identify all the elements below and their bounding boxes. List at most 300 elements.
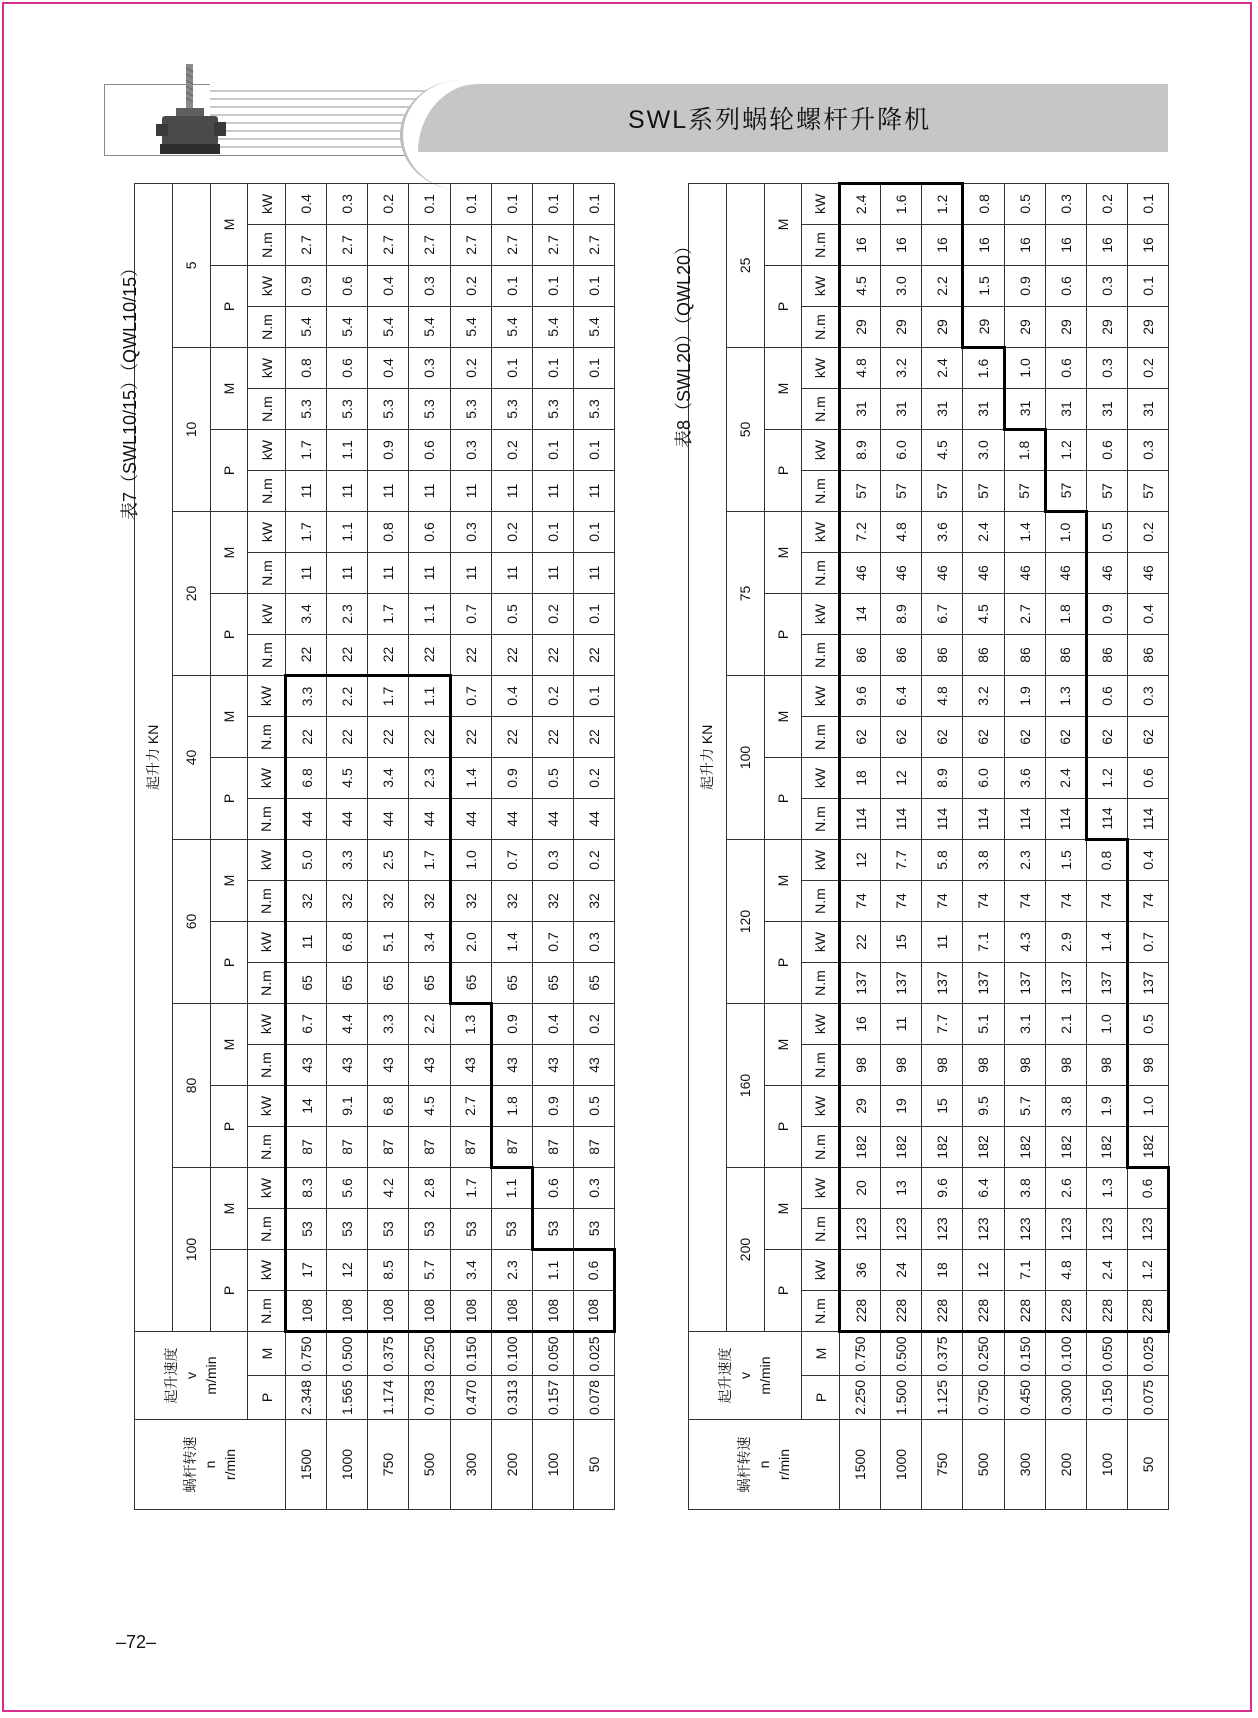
cell-value: 8.5 <box>368 1250 409 1291</box>
cell-value: 22 <box>450 717 491 758</box>
cell-value: 4.5 <box>327 758 368 799</box>
cell-value: 6.8 <box>368 1086 409 1127</box>
cell-value: 43 <box>327 1045 368 1086</box>
unit-header: kW <box>802 922 840 963</box>
pm-header: M <box>210 512 248 594</box>
cell-n: 300 <box>450 1420 491 1510</box>
cell-value: 36 <box>840 1250 881 1291</box>
cell-value: 1.7 <box>368 676 409 717</box>
pm-header: M <box>210 183 248 265</box>
cell-v-p: 0.450 <box>1004 1376 1045 1420</box>
capacity-header: 100 <box>726 676 764 840</box>
unit-header: kW <box>248 922 286 963</box>
unit-header: N.m <box>248 1291 286 1332</box>
cell-value: 182 <box>963 1127 1004 1168</box>
cell-value: 0.1 <box>1127 266 1168 307</box>
cell-value: 62 <box>1127 717 1168 758</box>
col-n-label: 蜗杆转速 n r/min <box>689 1420 840 1510</box>
cell-value: 11 <box>327 471 368 512</box>
cell-value: 2.7 <box>286 225 327 266</box>
cell-value: 16 <box>1004 225 1045 266</box>
unit-header: N.m <box>248 389 286 430</box>
cell-value: 0.2 <box>532 594 573 635</box>
cell-value: 11 <box>286 553 327 594</box>
cell-value: 0.4 <box>1127 840 1168 881</box>
cell-value: 108 <box>532 1291 573 1332</box>
cell-value: 18 <box>840 758 881 799</box>
cell-value: 123 <box>1045 1209 1086 1250</box>
cell-value: 57 <box>1004 471 1045 512</box>
cell-value: 11 <box>532 553 573 594</box>
unit-header: N.m <box>802 225 840 266</box>
cell-value: 0.2 <box>450 348 491 389</box>
cell-value: 74 <box>1004 881 1045 922</box>
cell-value: 0.2 <box>368 183 409 224</box>
cell-value: 2.7 <box>327 225 368 266</box>
cell-value: 62 <box>963 717 1004 758</box>
unit-header: N.m <box>802 799 840 840</box>
cell-value: 0.6 <box>1045 266 1086 307</box>
cell-value: 0.7 <box>532 922 573 963</box>
cell-value: 5.3 <box>491 389 532 430</box>
cell-value: 5.4 <box>491 307 532 348</box>
cell-value: 0.1 <box>573 512 614 553</box>
cell-value: 2.0 <box>450 922 491 963</box>
cell-value: 123 <box>922 1209 963 1250</box>
pm-header: M <box>210 1004 248 1086</box>
cell-value: 32 <box>573 881 614 922</box>
cell-value: 43 <box>532 1045 573 1086</box>
cell-value: 0.8 <box>1086 840 1127 881</box>
cell-value: 7.7 <box>881 840 922 881</box>
cell-n: 300 <box>1004 1420 1045 1510</box>
cell-value: 62 <box>1086 717 1127 758</box>
cell-value: 65 <box>532 963 573 1004</box>
cell-value: 11 <box>573 471 614 512</box>
cell-value: 5.8 <box>922 840 963 881</box>
cell-value: 5.4 <box>573 307 614 348</box>
cell-value: 108 <box>368 1291 409 1332</box>
cell-value: 5.1 <box>368 922 409 963</box>
cell-value: 3.2 <box>881 348 922 389</box>
cell-value: 0.3 <box>1086 266 1127 307</box>
cell-value: 1.4 <box>1004 512 1045 553</box>
cell-value: 74 <box>1086 881 1127 922</box>
cell-value: 29 <box>1086 307 1127 348</box>
cell-value: 16 <box>922 225 963 266</box>
cell-value: 98 <box>963 1045 1004 1086</box>
cell-v-m: 0.375 <box>368 1332 409 1376</box>
cell-value: 87 <box>532 1127 573 1168</box>
cell-value: 22 <box>409 717 450 758</box>
unit-header: N.m <box>248 307 286 348</box>
cell-value: 3.3 <box>286 676 327 717</box>
cell-value: 74 <box>881 881 922 922</box>
v-sub-header: P <box>802 1376 840 1420</box>
unit-header: kW <box>248 430 286 471</box>
cell-value: 1.3 <box>1086 1168 1127 1209</box>
cell-v-m: 0.250 <box>409 1332 450 1376</box>
cell-value: 4.2 <box>368 1168 409 1209</box>
cell-value: 108 <box>450 1291 491 1332</box>
cell-value: 65 <box>409 963 450 1004</box>
cell-value: 43 <box>450 1045 491 1086</box>
cell-value: 31 <box>1045 389 1086 430</box>
cell-value: 0.1 <box>573 266 614 307</box>
cell-value: 0.4 <box>286 183 327 224</box>
cell-value: 1.7 <box>368 594 409 635</box>
table-row <box>491 183 532 1509</box>
cell-value: 0.1 <box>1127 183 1168 224</box>
cell-value: 43 <box>491 1045 532 1086</box>
cell-value: 5.7 <box>1004 1086 1045 1127</box>
cell-value: 22 <box>491 635 532 676</box>
cell-value: 53 <box>368 1209 409 1250</box>
cell-value: 1.0 <box>1086 1004 1127 1045</box>
cell-value: 0.2 <box>573 758 614 799</box>
unit-header: N.m <box>248 1209 286 1250</box>
cell-value: 0.7 <box>491 840 532 881</box>
cell-value: 0.5 <box>1004 183 1045 224</box>
unit-header: kW <box>248 758 286 799</box>
cell-n: 1000 <box>327 1420 368 1510</box>
cell-v-p: 1.565 <box>327 1376 368 1420</box>
cell-value: 228 <box>1004 1291 1045 1332</box>
cell-value: 53 <box>450 1209 491 1250</box>
cell-value: 22 <box>409 635 450 676</box>
cell-value: 98 <box>1004 1045 1045 1086</box>
capacity-header: 50 <box>726 348 764 512</box>
cell-n: 750 <box>922 1420 963 1510</box>
cell-value: 16 <box>840 225 881 266</box>
cell-v-m: 0.375 <box>922 1332 963 1376</box>
cell-value: 22 <box>327 635 368 676</box>
cell-value: 32 <box>491 881 532 922</box>
cell-v-m: 0.025 <box>573 1332 614 1376</box>
cell-value: 0.7 <box>1127 922 1168 963</box>
cell-v-p: 1.174 <box>368 1376 409 1420</box>
cell-value: 0.1 <box>491 348 532 389</box>
cell-value: 16 <box>1127 225 1168 266</box>
cell-value: 16 <box>1086 225 1127 266</box>
cell-value: 1.7 <box>286 430 327 471</box>
table-row <box>1127 183 1168 1509</box>
cell-value: 0.6 <box>532 1168 573 1209</box>
cell-value: 5.3 <box>409 389 450 430</box>
cell-value: 11 <box>368 553 409 594</box>
cell-value: 32 <box>450 881 491 922</box>
cell-value: 29 <box>963 307 1004 348</box>
unit-header: N.m <box>248 717 286 758</box>
table-row <box>922 183 963 1509</box>
cell-value: 32 <box>532 881 573 922</box>
cell-value: 32 <box>286 881 327 922</box>
cell-value: 0.4 <box>368 348 409 389</box>
cell-value: 22 <box>368 635 409 676</box>
cell-value: 11 <box>409 553 450 594</box>
cell-value: 2.7 <box>491 225 532 266</box>
cell-value: 13 <box>881 1168 922 1209</box>
cell-value: 1.3 <box>1045 676 1086 717</box>
cell-value: 228 <box>963 1291 1004 1332</box>
table-row <box>409 183 450 1509</box>
cell-value: 137 <box>922 963 963 1004</box>
cell-value: 3.8 <box>1045 1086 1086 1127</box>
cell-value: 5.3 <box>327 389 368 430</box>
cell-value: 65 <box>327 963 368 1004</box>
cell-value: 182 <box>922 1127 963 1168</box>
table-row <box>840 183 881 1509</box>
cell-value: 1.4 <box>491 922 532 963</box>
cell-value: 2.3 <box>327 594 368 635</box>
cell-value: 6.4 <box>881 676 922 717</box>
cell-value: 4.5 <box>963 594 1004 635</box>
cell-value: 31 <box>963 389 1004 430</box>
cell-n: 50 <box>1127 1420 1168 1510</box>
cell-value: 0.4 <box>491 676 532 717</box>
cell-value: 2.7 <box>409 225 450 266</box>
cell-value: 0.6 <box>409 430 450 471</box>
cell-v-p: 1.125 <box>922 1376 963 1420</box>
cell-value: 86 <box>840 635 881 676</box>
cell-value: 87 <box>409 1127 450 1168</box>
cell-value: 86 <box>1127 635 1168 676</box>
unit-header: kW <box>248 1168 286 1209</box>
cell-value: 11 <box>881 1004 922 1045</box>
cell-value: 2.4 <box>963 512 1004 553</box>
cell-value: 0.9 <box>286 266 327 307</box>
pm-header: M <box>210 840 248 922</box>
cell-value: 0.1 <box>532 183 573 224</box>
cell-value: 182 <box>1086 1127 1127 1168</box>
cell-value: 6.8 <box>327 922 368 963</box>
cell-value: 46 <box>840 553 881 594</box>
cell-value: 5.3 <box>532 389 573 430</box>
pm-header: M <box>764 512 802 594</box>
unit-header: N.m <box>802 553 840 594</box>
cell-value: 0.8 <box>286 348 327 389</box>
cell-value: 0.2 <box>573 1004 614 1045</box>
cell-value: 0.6 <box>1045 348 1086 389</box>
unit-header: N.m <box>248 1045 286 1086</box>
capacity-header: 10 <box>172 348 210 512</box>
cell-value: 0.9 <box>1004 266 1045 307</box>
cell-value: 114 <box>1127 799 1168 840</box>
cell-value: 0.8 <box>963 183 1004 224</box>
cell-value: 0.4 <box>1127 594 1168 635</box>
cell-value: 1.4 <box>1086 922 1127 963</box>
cell-value: 3.0 <box>963 430 1004 471</box>
cell-v-m: 0.100 <box>1045 1332 1086 1376</box>
cell-v-p: 0.300 <box>1045 1376 1086 1420</box>
cell-value: 3.2 <box>963 676 1004 717</box>
cell-value: 0.5 <box>573 1086 614 1127</box>
cell-v-m: 0.150 <box>1004 1332 1045 1376</box>
cell-value: 6.0 <box>963 758 1004 799</box>
cell-value: 29 <box>1004 307 1045 348</box>
cell-value: 22 <box>573 635 614 676</box>
cell-value: 8.9 <box>881 594 922 635</box>
cell-value: 3.0 <box>881 266 922 307</box>
cell-value: 182 <box>840 1127 881 1168</box>
cell-value: 3.6 <box>1004 758 1045 799</box>
force-label: 起升力 KN <box>135 183 173 1331</box>
cell-value: 62 <box>1004 717 1045 758</box>
cell-value: 1.7 <box>450 1168 491 1209</box>
cell-value: 14 <box>840 594 881 635</box>
cell-value: 8.3 <box>286 1168 327 1209</box>
pm-header: P <box>764 1250 802 1332</box>
cell-value: 87 <box>368 1127 409 1168</box>
unit-header: kW <box>248 512 286 553</box>
cell-value: 182 <box>1004 1127 1045 1168</box>
cell-v-m: 0.150 <box>450 1332 491 1376</box>
pm-header: P <box>764 594 802 676</box>
cell-value: 6.7 <box>922 594 963 635</box>
cell-value: 0.4 <box>368 266 409 307</box>
cell-value: 123 <box>881 1209 922 1250</box>
cell-value: 31 <box>1086 389 1127 430</box>
cell-value: 11 <box>532 471 573 512</box>
cell-value: 12 <box>840 840 881 881</box>
table-row <box>532 183 573 1509</box>
cell-value: 98 <box>1127 1045 1168 1086</box>
cell-value: 29 <box>1045 307 1086 348</box>
cell-value: 57 <box>1045 471 1086 512</box>
cell-v-m: 0.500 <box>881 1332 922 1376</box>
cell-n: 200 <box>491 1420 532 1510</box>
cell-value: 123 <box>1127 1209 1168 1250</box>
cell-value: 57 <box>1127 471 1168 512</box>
cell-value: 0.9 <box>491 758 532 799</box>
cell-value: 4.8 <box>840 348 881 389</box>
cell-value: 2.6 <box>1045 1168 1086 1209</box>
cell-v-p: 0.157 <box>532 1376 573 1420</box>
table-row <box>1045 183 1086 1509</box>
cell-v-p: 0.783 <box>409 1376 450 1420</box>
pm-header: M <box>210 1168 248 1250</box>
cell-value: 46 <box>1086 553 1127 594</box>
cell-n: 1500 <box>286 1420 327 1510</box>
capacity-header: 100 <box>172 1168 210 1332</box>
cell-value: 9.1 <box>327 1086 368 1127</box>
cell-value: 16 <box>1045 225 1086 266</box>
cell-value: 1.4 <box>450 758 491 799</box>
cell-value: 31 <box>1004 389 1045 430</box>
cell-value: 0.6 <box>327 266 368 307</box>
cell-v-p: 0.150 <box>1086 1376 1127 1420</box>
cell-value: 11 <box>368 471 409 512</box>
cell-value: 0.3 <box>1086 348 1127 389</box>
cell-v-m: 0.025 <box>1127 1332 1168 1376</box>
unit-header: N.m <box>802 1291 840 1332</box>
cell-value: 228 <box>922 1291 963 1332</box>
cell-v-p: 0.750 <box>963 1376 1004 1420</box>
cell-value: 0.6 <box>1086 676 1127 717</box>
cell-value: 22 <box>491 717 532 758</box>
cell-value: 114 <box>922 799 963 840</box>
cell-value: 65 <box>491 963 532 1004</box>
cell-n: 500 <box>409 1420 450 1510</box>
screw-jack-icon <box>156 64 226 160</box>
table-row <box>881 183 922 1509</box>
capacity-header: 40 <box>172 676 210 840</box>
cell-value: 46 <box>881 553 922 594</box>
cell-n: 500 <box>963 1420 1004 1510</box>
v-sub-header: M <box>802 1332 840 1376</box>
cell-value: 2.4 <box>922 348 963 389</box>
cell-value: 108 <box>327 1291 368 1332</box>
cell-value: 0.1 <box>450 183 491 224</box>
cell-value: 0.2 <box>1086 183 1127 224</box>
unit-header: N.m <box>802 963 840 1004</box>
cell-value: 9.6 <box>840 676 881 717</box>
cell-value: 0.1 <box>532 266 573 307</box>
cell-value: 137 <box>840 963 881 1004</box>
unit-header: N.m <box>248 799 286 840</box>
cell-value: 5.3 <box>573 389 614 430</box>
cell-value: 3.4 <box>409 922 450 963</box>
cell-n: 50 <box>573 1420 614 1510</box>
cell-value: 29 <box>881 307 922 348</box>
cell-value: 108 <box>573 1291 614 1332</box>
capacity-header: 60 <box>172 840 210 1004</box>
cell-value: 2.7 <box>573 225 614 266</box>
cell-value: 86 <box>1086 635 1127 676</box>
unit-header: kW <box>248 1250 286 1291</box>
cell-value: 32 <box>368 881 409 922</box>
cell-value: 44 <box>491 799 532 840</box>
unit-header: kW <box>802 676 840 717</box>
cell-value: 57 <box>922 471 963 512</box>
cell-value: 46 <box>1045 553 1086 594</box>
cell-value: 1.7 <box>409 840 450 881</box>
cell-value: 0.6 <box>1086 430 1127 471</box>
cell-value: 22 <box>450 635 491 676</box>
unit-header: N.m <box>248 635 286 676</box>
cell-value: 7.1 <box>963 922 1004 963</box>
cell-value: 2.3 <box>491 1250 532 1291</box>
cell-value: 53 <box>573 1209 614 1250</box>
cell-value: 2.7 <box>532 225 573 266</box>
capacity-header: 75 <box>726 512 764 676</box>
cell-value: 74 <box>1045 881 1086 922</box>
cell-value: 98 <box>881 1045 922 1086</box>
table-7-container <box>134 188 616 1510</box>
cell-value: 2.2 <box>327 676 368 717</box>
cell-value: 9.5 <box>963 1086 1004 1127</box>
cell-value: 87 <box>286 1127 327 1168</box>
cell-value: 16 <box>881 225 922 266</box>
cell-value: 11 <box>573 553 614 594</box>
cell-v-p: 0.075 <box>1127 1376 1168 1420</box>
unit-header: kW <box>802 1168 840 1209</box>
cell-value: 2.2 <box>409 1004 450 1045</box>
table-caption: 表8（SWL20）（QWL20） <box>674 236 694 448</box>
cell-value: 0.5 <box>1086 512 1127 553</box>
cell-value: 12 <box>327 1250 368 1291</box>
cell-value: 44 <box>286 799 327 840</box>
cell-value: 20 <box>840 1168 881 1209</box>
cell-n: 100 <box>1086 1420 1127 1510</box>
cell-value: 62 <box>922 717 963 758</box>
cell-value: 22 <box>286 635 327 676</box>
force-label: 起升力 KN <box>689 183 727 1331</box>
cell-value: 44 <box>573 799 614 840</box>
cell-value: 137 <box>963 963 1004 1004</box>
cell-value: 5.0 <box>286 840 327 881</box>
cell-value: 57 <box>881 471 922 512</box>
